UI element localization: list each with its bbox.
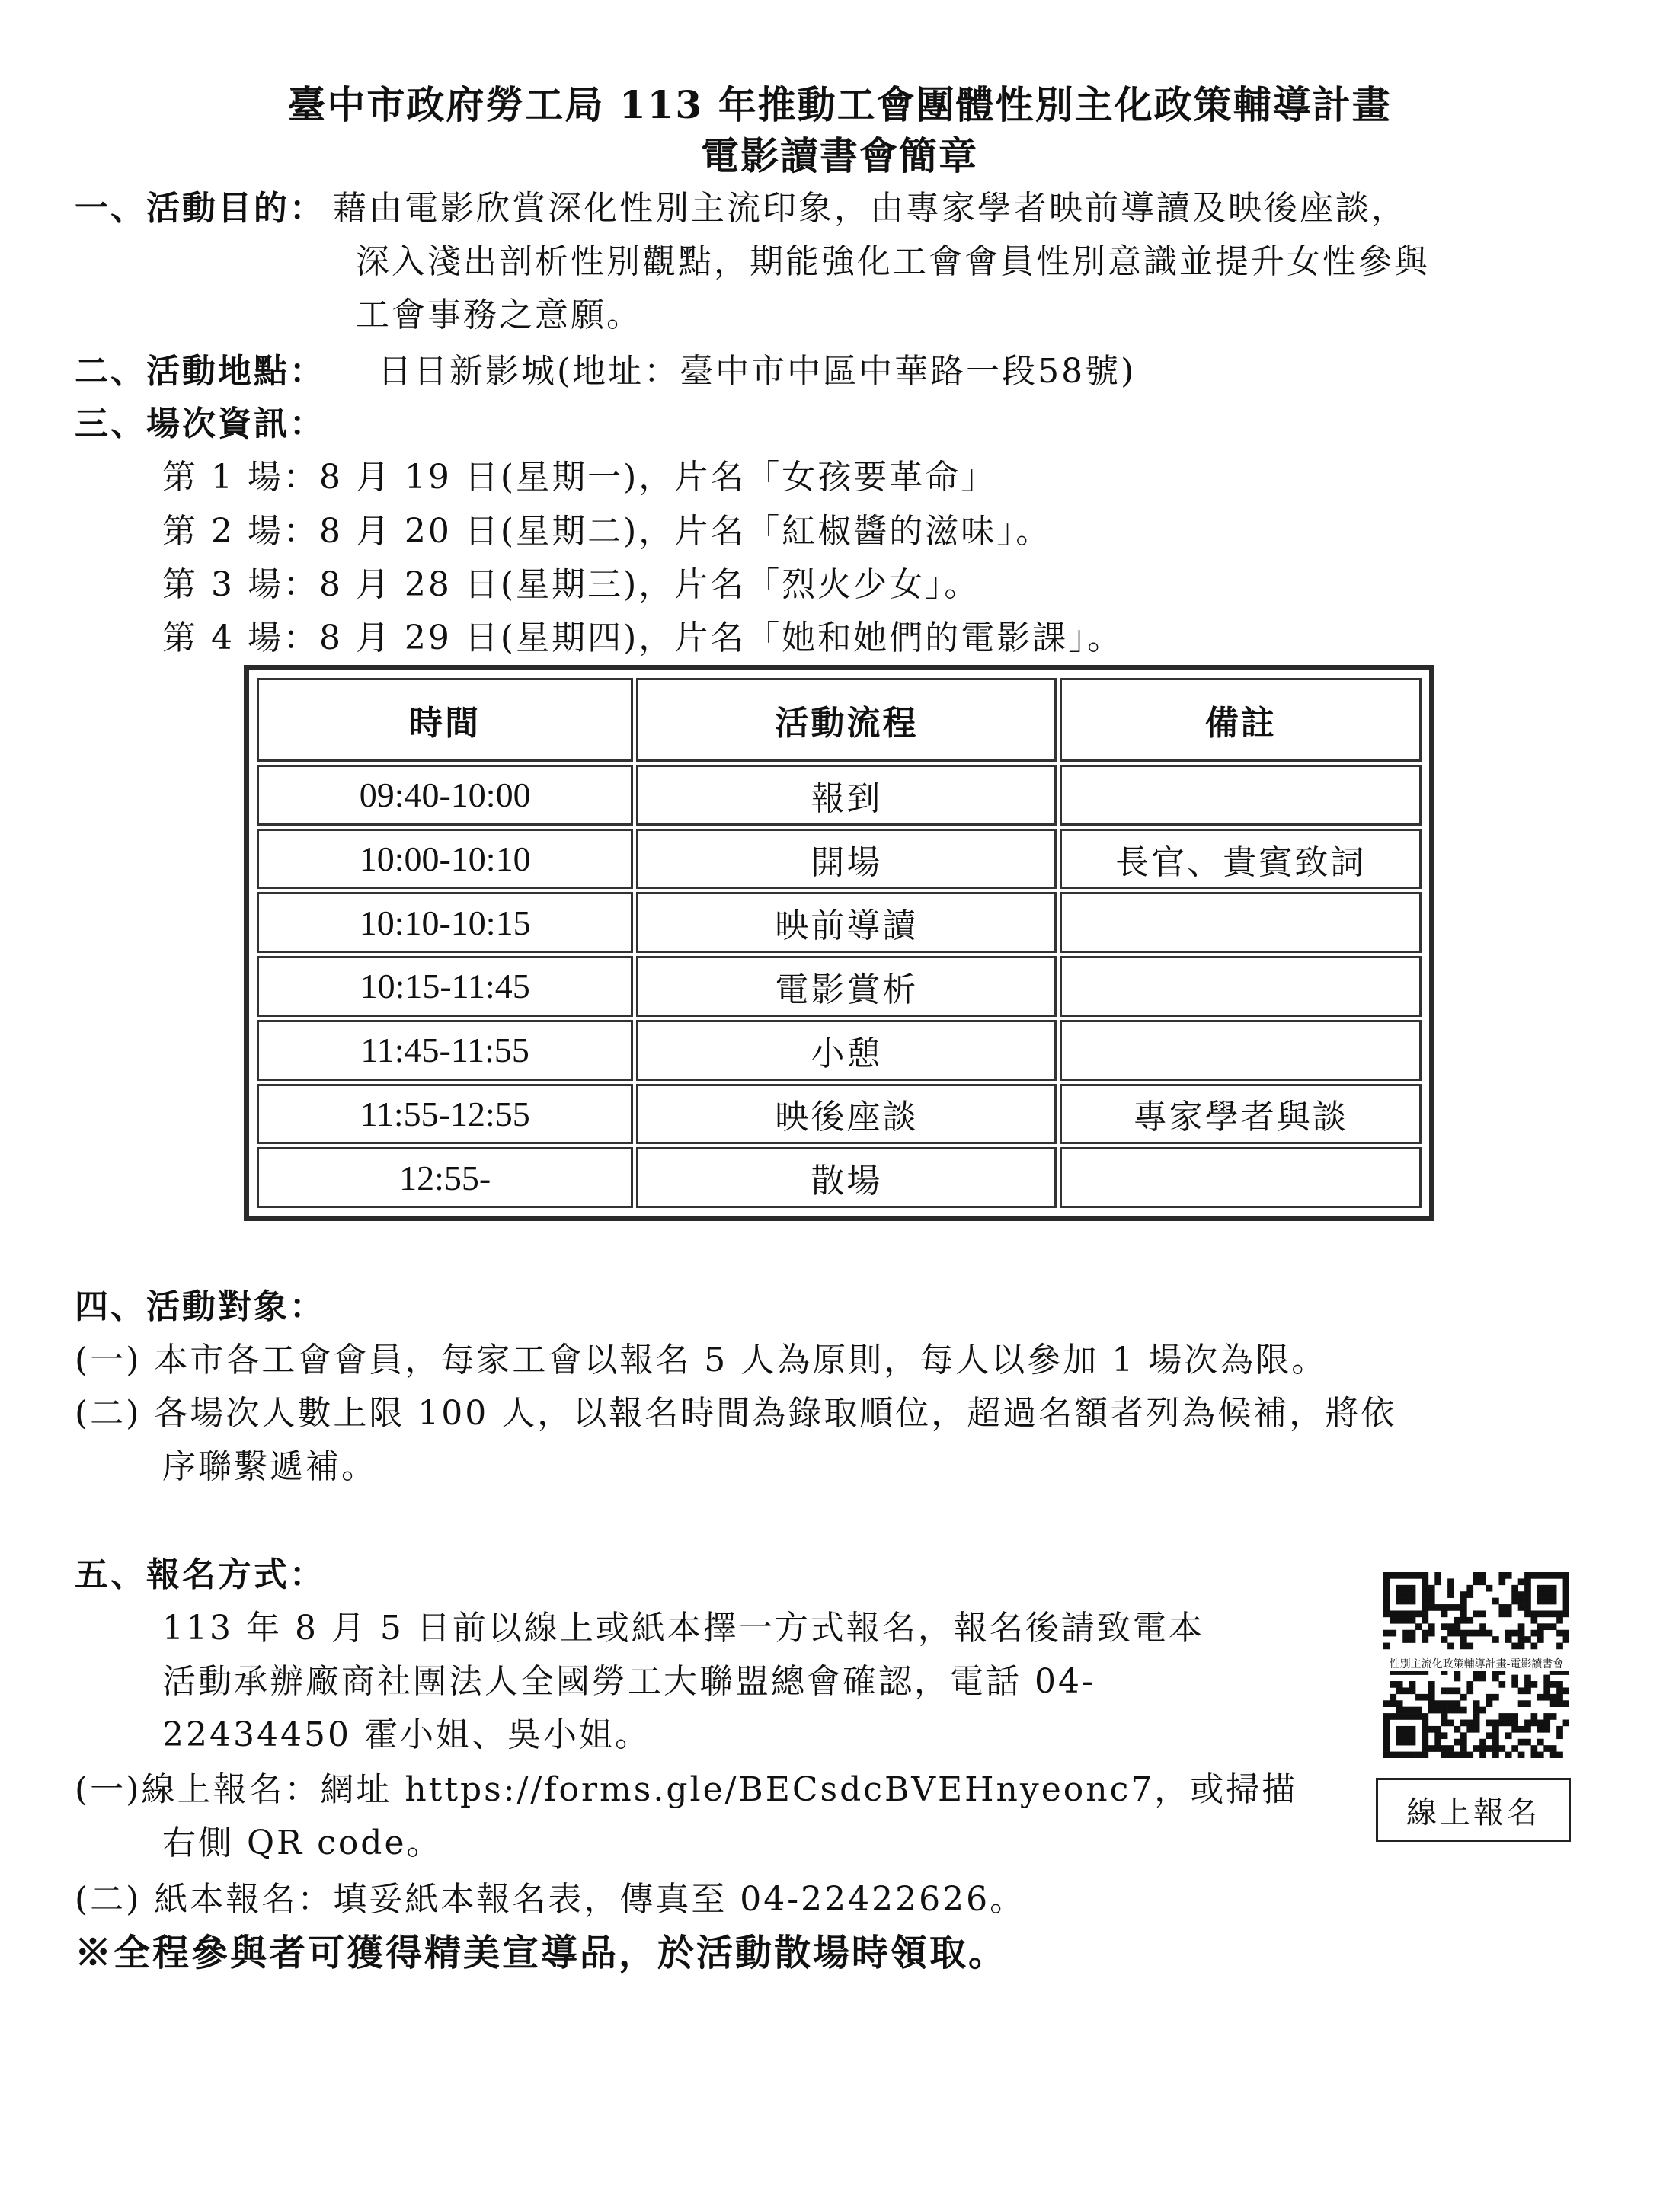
page-title: 臺中市政府勞工局 113 年推動工會團體性別主化政策輔導計畫 [287,82,1392,127]
table-row [257,765,1422,826]
page-subtitle: 電影讀書會簡章 [701,133,978,178]
session-4: 第 4 場：8 月 29 日(星期四)，片名「她和她們的電影課」。 [162,619,1124,657]
cell-time: 10:10-10:15 [257,892,633,953]
session-2: 第 2 場：8 月 20 日(星期二)，片名「紅椒醬的滋味」。 [162,512,1052,551]
cell-activity: 電影賞析 [636,956,1057,1017]
venue-text: 日日新影城(地址：臺中市中區中華路一段58號) [378,352,1137,391]
cell-activity: 報到 [636,765,1057,826]
paper-registration-line: (二) 紙本報名：填妥紙本報名表，傳真至 04-22422626。 [75,1880,1026,1919]
schedule-table [244,665,1434,1221]
section-purpose-label: 一、活動目的： [75,189,325,228]
purpose-line-1: 藉由電影欣賞深化性別主流印象，由專家學者映前導讀及映後座談， [333,189,1407,228]
cell-activity: 開場 [636,829,1057,890]
target-item-2-cont: 序聯繫遞補。 [162,1447,377,1486]
cell-remark [1060,892,1422,953]
header-activity: 活動流程 [636,678,1057,762]
table-row [257,956,1422,1017]
header-remarks: 備註 [1060,678,1422,762]
cell-time: 09:40-10:00 [257,765,633,826]
cell-remark [1060,956,1422,1017]
registration-line-1: 113 年 8 月 5 日前以線上或紙本擇一方式報名，報名後請致電本 [162,1609,1204,1648]
registration-line-2: 活動承辦廠商社團法人全國勞工大聯盟總會確認，電話 04- [162,1662,1095,1701]
target-item-1: (一) 本市各工會會員，每家工會以報名 5 人為原則，每人以參加 1 場次為限。 [75,1341,1328,1379]
cell-remark [1060,1147,1422,1208]
registration-line-3: 22434450 霍小姐、吳小姐。 [162,1715,651,1754]
online-registration-button[interactable]: 線上報名 [1376,1778,1571,1842]
cell-remark [1060,765,1422,826]
cell-activity: 小憩 [636,1020,1057,1081]
header-time: 時間 [257,678,633,762]
cell-time: 11:55-12:55 [257,1084,633,1145]
purpose-line-3: 工會事務之意願。 [356,296,642,334]
target-item-2: (二) 各場次人數上限 100 人，以報名時間為錄取順位，超過名額者列為候補，將依 [75,1394,1397,1433]
section-sessions-label: 三、場次資訊： [75,404,325,443]
table-row [257,1020,1422,1081]
cell-remark: 長官、貴賓致詞 [1060,829,1422,890]
table-row [257,892,1422,953]
cell-time: 10:15-11:45 [257,956,633,1017]
section-target-label: 四、活動對象： [75,1287,325,1326]
cell-activity: 散場 [636,1147,1057,1208]
cell-remark [1060,1020,1422,1081]
online-registration-line: (一)線上報名：網址 https://forms.gle/BECsdcBVEHnyeonc7，或掃描 [75,1770,1298,1809]
session-1: 第 1 場：8 月 19 日(星期一)，片名「女孩要革命」 [162,458,997,497]
purpose-line-2: 深入淺出剖析性別觀點，期能強化工會會員性別意識並提升女性參與 [356,242,1430,281]
session-3: 第 3 場：8 月 28 日(星期三)，片名「烈火少女」。 [162,565,980,604]
table-row [257,829,1422,890]
qr-caption: 性別主流化政策輔導計畫-電影讀書會 [1371,1656,1581,1671]
table-row [257,1147,1422,1208]
cell-time: 11:45-11:55 [257,1020,633,1081]
cell-remark: 專家學者與談 [1060,1084,1422,1145]
cell-time: 10:00-10:10 [257,829,633,890]
section-venue-label: 二、活動地點： [75,352,325,391]
gift-note: ※全程參與者可獲得精美宣導品，於活動散場時領取。 [75,1932,1008,1974]
table-row [257,1084,1422,1145]
cell-activity: 映後座談 [636,1084,1057,1145]
table-header-row [257,678,1422,762]
online-registration-cont: 右側 QR code。 [162,1824,443,1862]
cell-time: 12:55- [257,1147,633,1208]
section-registration-label: 五、報名方式： [75,1555,325,1594]
cell-activity: 映前導讀 [636,892,1057,953]
